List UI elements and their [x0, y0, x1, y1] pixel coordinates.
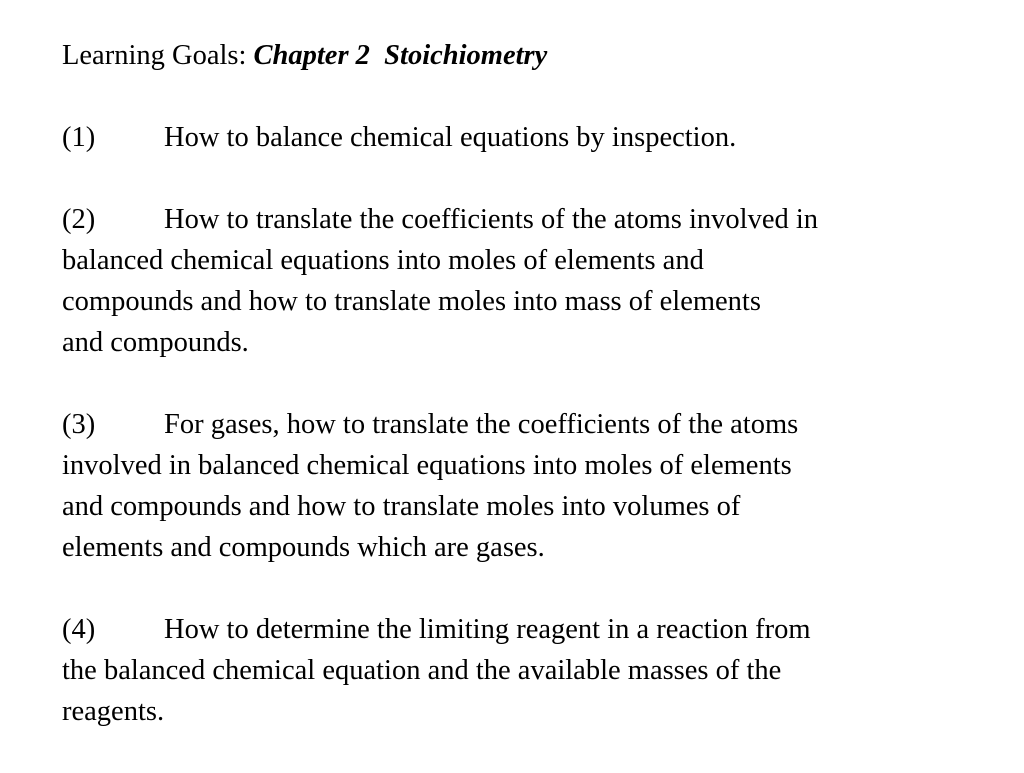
chapter-title: Chapter 2 Stoichiometry: [253, 40, 548, 71]
goal-3-line-3: and compounds and how to translate moles into volumes of: [62, 491, 741, 522]
goal-3-line-2: involved in balanced chemical equations into moles of elements: [62, 450, 792, 481]
slide-content: [62, 35, 962, 773]
goal-2-line-3: compounds and how to translate moles into mass of elements: [62, 286, 761, 317]
goal-4-number: (4): [62, 614, 96, 645]
learning-goals-label: Learning Goals:: [62, 40, 247, 71]
goal-4-line-3: reagents.: [62, 696, 165, 727]
goal-2-number: (2): [62, 204, 96, 235]
goal-1-number: (1): [62, 122, 96, 153]
goal-2-line-4: and compounds.: [62, 327, 249, 358]
goal-3-line-4: elements and compounds which are gases.: [62, 532, 545, 563]
goal-2-line-1: (2) How to translate the coefficients of the atoms involved in: [62, 199, 962, 240]
goal-3-number: (3): [62, 409, 96, 440]
goal-1-line-1: (1) How to balance chemical equations by inspection.: [62, 117, 962, 158]
goal-3-line-1: (3) For gases, how to translate the coefficients of the atoms: [62, 404, 962, 445]
goal-1: [62, 117, 962, 158]
goal-2: [62, 199, 962, 363]
slide-title: [62, 35, 962, 76]
goal-4-line-1: (4) How to determine the limiting reagent in a reaction from: [62, 609, 962, 650]
goal-3: [62, 404, 962, 568]
goal-4-line-2: the balanced chemical equation and the available masses of the: [62, 655, 782, 686]
goal-4: [62, 609, 962, 732]
goal-2-line-2: balanced chemical equations into moles of elements and: [62, 245, 704, 276]
